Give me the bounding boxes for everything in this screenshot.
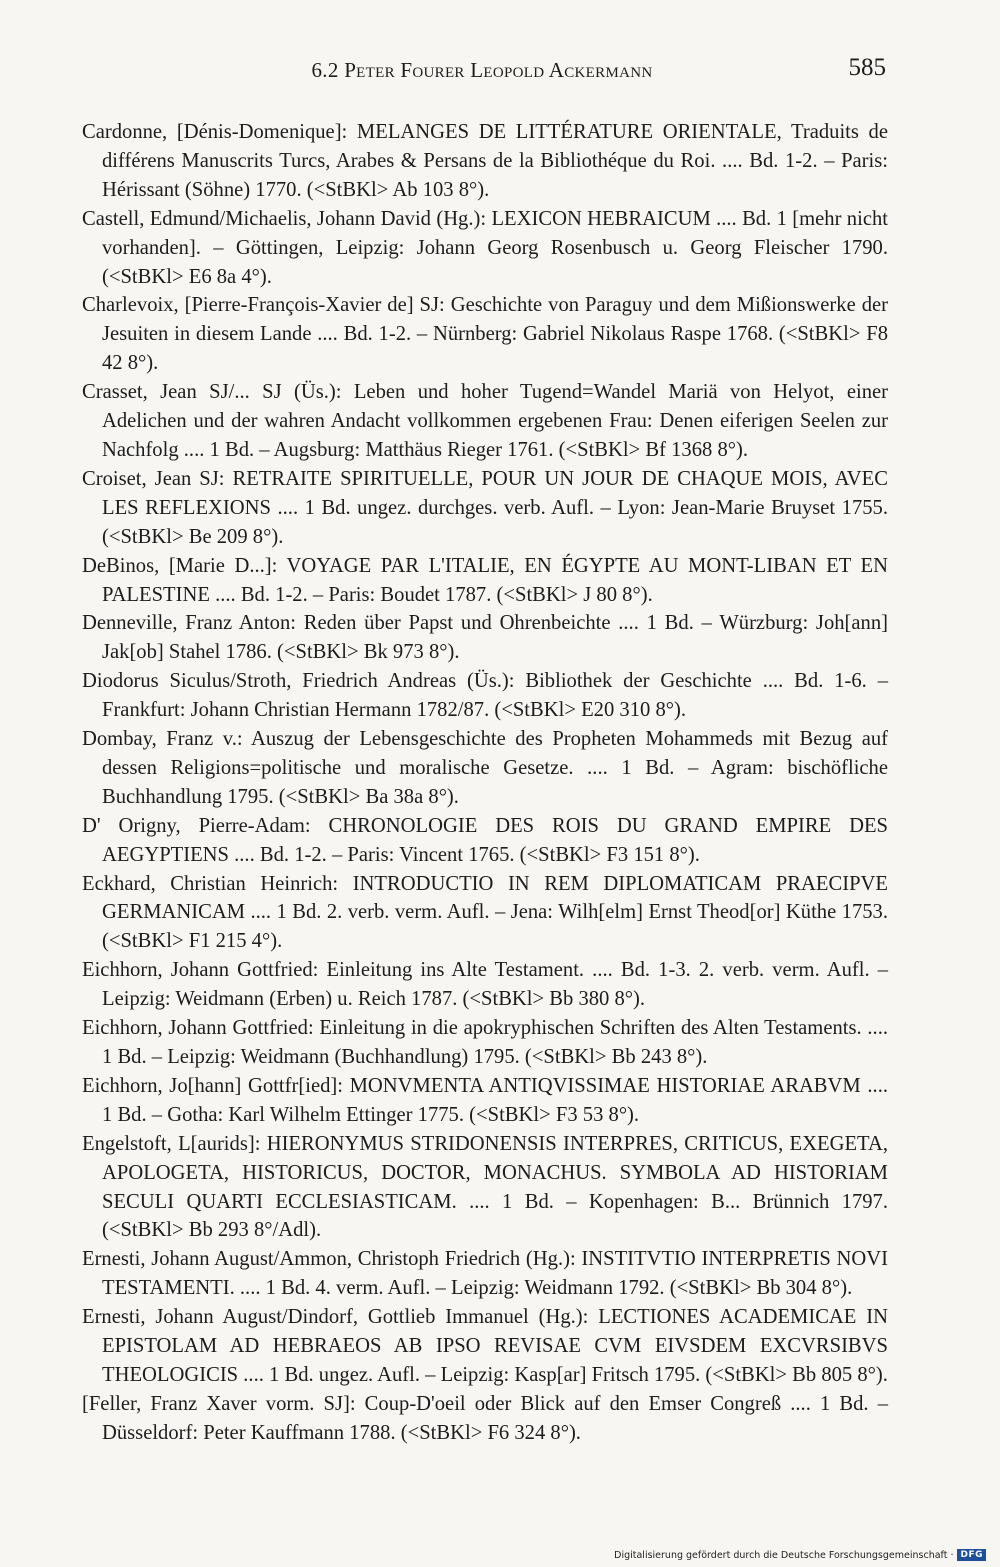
bibliography-entry: Ernesti, Johann August/Ammon, Christoph Friedrich (Hg.): INSTITVTIO INTERPRETIS NOVI TESTAMENTI. .... 1 Bd. 4. verm. Aufl. – Leipzig: Weidmann 1792. (<StBKl> Bb 304 8°). xyxy=(82,1248,888,1300)
bibliography-entry: Diodorus Siculus/Stroth, Friedrich Andreas (Üs.): Bibliothek der Geschichte .... Bd. 1-6. – Frankfurt: Johann Christian Hermann 1782/87. (<StBKl> E20 310 8°). xyxy=(82,670,888,722)
digitization-credit xyxy=(614,1549,986,1561)
running-head xyxy=(78,54,886,92)
bibliography-entry: Eichhorn, Johann Gottfried: Einleitung in die apokryphischen Schriften des Alten Testaments. .... 1 Bd. – Leipzig: Weidmann (Buchhandlung) 1795. (<StBKl> Bb 243 8°). xyxy=(82,1017,888,1068)
credit-text: Digitalisierung gefördert durch die Deutsche Forschungsgemeinschaft · xyxy=(614,1549,954,1561)
bibliography-entry: Charlevoix, [Pierre-François-Xavier de] SJ: Geschichte von Paraguy und dem Mißionswerke der Jesuiten in diesem Lande .... Bd. 1-2. – Nürnberg: Gabriel Nikolaus Raspe 1768. (<StBKl> F8 42 8°). xyxy=(82,294,888,375)
bibliography-list xyxy=(82,118,888,1448)
dfg-logo: DFG xyxy=(957,1549,986,1561)
bibliography-entry: Eckhard, Christian Heinrich: INTRODUCTIO IN REM DIPLOMATICAM PRAECIPVE GERMANICAM .... 1 Bd. 2. verb. verm. Aufl. – Jena: Wilh[elm] Ernst Theod[or] Küthe 1753. (<StBKl> F1 215 4°). xyxy=(82,872,888,953)
bibliography-entry: Engelstoft, L[aurids]: HIERONYMUS STRIDONENSIS INTERPRES, CRITICUS, EXEGETA, APOLOGETA, HISTORICUS, DOCTOR, MONACHUS. SYMBOLA AD HISTORIAM SECULI QUARTI ECCLESIASTICAM. .... 1 Bd. – Kopenhagen: B... Brünnich 1797. (<StBKl> Bb 293 8°/Adl). xyxy=(82,1132,888,1242)
bibliography-entry: Eichhorn, Johann Gottfried: Einleitung ins Alte Testament. .... Bd. 1-3. 2. verb. verm. Aufl. – Leipzig: Weidmann (Erben) u. Reich 1787. (<StBKl> Bb 380 8°). xyxy=(82,959,888,1011)
bibliography-entry: Denneville, Franz Anton: Reden über Papst und Ohrenbeichte .... 1 Bd. – Würzburg: Joh[ann] Jak[ob] Stahel 1786. (<StBKl> Bk 973 8°). xyxy=(82,612,888,664)
bibliography-entry: Croiset, Jean SJ: RETRAITE SPIRITUELLE, POUR UN JOUR DE CHAQUE MOIS, AVEC LES REFLEXIONS .... 1 Bd. ungez. durchges. verb. Aufl. – Lyon: Jean-Marie Bruyset 1755. (<StBKl> Be 209 8°). xyxy=(82,467,888,548)
bibliography-entry: DeBinos, [Marie D...]: VOYAGE PAR L'ITALIE, EN ÉGYPTE AU MONT-LIBAN ET EN PALESTINE .... Bd. 1-2. – Paris: Boudet 1787. (<StBKl> J 80 8°). xyxy=(82,554,888,606)
bibliography-entry: Eichhorn, Jo[hann] Gottfr[ied]: MONVMENTA ANTIQVISSIMAE HISTORIAE ARABVM .... 1 Bd. – Gotha: Karl Wilhelm Ettinger 1775. (<StBKl> F3 53 8°). xyxy=(82,1074,888,1126)
bibliography-entry: D' Origny, Pierre-Adam: CHRONOLOGIE DES ROIS DU GRAND EMPIRE DES AEGYPTIENS .... Bd. 1-2. – Paris: Vincent 1765. (<StBKl> F3 151 8°). xyxy=(82,814,888,866)
bibliography-entry: Dombay, Franz v.: Auszug der Lebensgeschichte des Propheten Mohammeds mit Bezug auf dessen Religions=politische und moralische Gesetze. .... 1 Bd. – Agram: bischöfliche Buchhandlung 1795. (<StBKl> Ba 38a 8°). xyxy=(82,728,888,808)
running-title: 6.2 Peter Fourer Leopold Ackermann xyxy=(311,58,653,82)
bibliography-entry: Cardonne, [Dénis-Domenique]: MELANGES DE LITTÉRATURE ORIENTALE, Traduits de différens Manuscrits Turcs, Arabes & Persans de la Bibliothéque du Roi. .... Bd. 1-2. – Paris: Hérissant (Söhne) 1770. (<StBKl> Ab 103 8°). xyxy=(82,121,888,201)
bibliography-entry: [Feller, Franz Xaver vorm. SJ]: Coup-D'oeil oder Blick auf den Emser Congreß .... 1 Bd. – Düsseldorf: Peter Kauffmann 1788. (<StBKl> F6 324 8°). xyxy=(82,1392,888,1444)
bibliography-entry: Crasset, Jean SJ/... SJ (Üs.): Leben und hoher Tugend=Wandel Mariä von Helyot, einer Adelichen und der wahren Andacht vollkommen ergebenen Frau: Denen eiferigen Seelen zur Nachfolg .... 1 Bd. – Augsburg: Matthäus Rieger 1761. (<StBKl> Bf 1368 8°). xyxy=(82,381,888,461)
bibliography-entry: Ernesti, Johann August/Dindorf, Gottlieb Immanuel (Hg.): LECTIONES ACADEMICAE IN EPISTOLAM AD HEBRAEOS AB IPSO REVISAE CVM EIVSDEM EXCVRSIBVS THEOLOGICIS .... 1 Bd. ungez. Aufl. – Leipzig: Kasp[ar] Fritsch 1795. (<StBKl> Bb 805 8°). xyxy=(82,1306,888,1386)
bibliography-entry: Castell, Edmund/Michaelis, Johann David (Hg.): LEXICON HEBRAICUM .... Bd. 1 [mehr nicht vorhanden]. – Göttingen, Leipzig: Johann Georg Rosenbusch u. Georg Fleischer 1790. (<StBKl> E6 8a 4°). xyxy=(82,207,888,288)
page-number: 585 xyxy=(848,54,886,81)
